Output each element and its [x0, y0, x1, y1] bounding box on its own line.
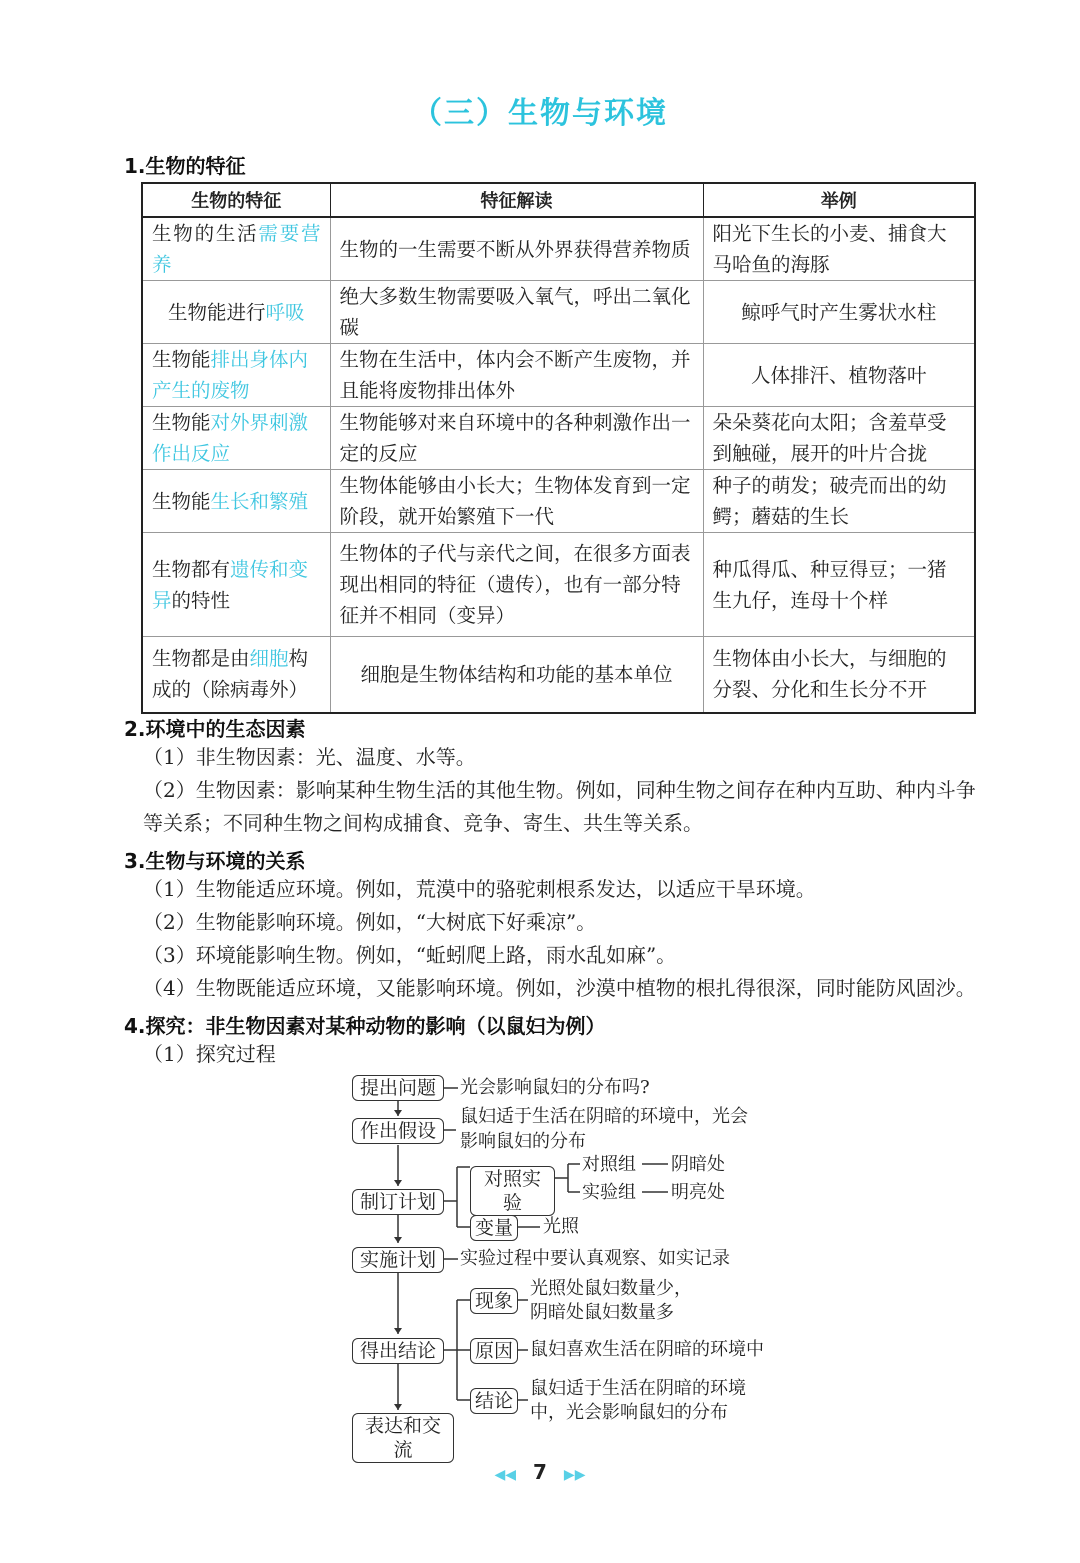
- example-cell: 阳光下生长的小麦、捕食大马哈鱼的海豚: [703, 217, 975, 281]
- example-cell: 朵朵葵花向太阳；含羞草受到触碰，展开的叶片合拢: [703, 407, 975, 470]
- step-hypothesis-text-1: 鼠妇适于生活在阴暗的环境中，光会: [460, 1106, 748, 1127]
- step-communicate: 表达和交流: [352, 1413, 454, 1463]
- explanation-cell: 生物体能够由小长大；生物体发育到一定阶段，就开始繁殖下一代: [330, 470, 703, 533]
- table-row: [142, 281, 975, 344]
- feature-text: 生物能: [152, 489, 211, 513]
- feature-highlight: 生长和繁殖: [210, 489, 309, 513]
- header-example: 举例: [703, 183, 975, 217]
- table-row: [142, 470, 975, 533]
- header-feature: 生物的特征: [142, 183, 330, 217]
- example-cell: 种瓜得瓜、种豆得豆；一猪生九仔，连母十个样: [703, 533, 975, 637]
- step-implement-text: 实验过程中要认真观察、如实记录: [460, 1248, 730, 1269]
- example-cell: 鲸呼气时产生雾状水柱: [703, 281, 975, 344]
- features-table: [141, 182, 976, 714]
- variable-box: 变量: [470, 1215, 518, 1241]
- explanation-cell: 生物的一生需要不断从外界获得营养物质: [330, 217, 703, 281]
- table-row: [142, 407, 975, 470]
- table-row: [142, 533, 975, 637]
- section-4-heading: 4.探究：非生物因素对某种动物的影响（以鼠妇为例）: [124, 1014, 606, 1038]
- table-row: [142, 637, 975, 713]
- explanation-cell: 生物体的子代与亲代之间，在很多方面表现出相同的特征（遗传），也有一部分特征并不相同（变异）: [330, 533, 703, 637]
- table-row: [142, 217, 975, 281]
- feature-text: 生物都有: [152, 557, 231, 581]
- conclusion-box: 结论: [470, 1388, 518, 1414]
- phenomenon-text-2: 阴暗处鼠妇数量多: [530, 1302, 674, 1323]
- phenomenon-text-1: 光照处鼠妇数量少，: [530, 1278, 692, 1299]
- feature-highlight: 呼吸: [265, 300, 305, 324]
- reason-text: 鼠妇喜欢生活在阴暗的环境中: [530, 1339, 764, 1360]
- feature-cell: [142, 407, 330, 470]
- feature-text: 生物都是由: [152, 647, 250, 671]
- control-experiment-box: 对照实验: [470, 1166, 555, 1216]
- section-2-heading: 2.环境中的生态因素: [124, 717, 306, 741]
- feature-text-after: 构成的（除病毒外）: [152, 647, 309, 702]
- section-3-item-1: （1）生物能适应环境。例如，荒漠中的骆驼刺根系发达，以适应干旱环境。: [143, 877, 816, 901]
- feature-text: 生物能进行: [167, 300, 266, 324]
- feature-highlight: 需要营养: [152, 222, 321, 276]
- explanation-cell: 生物在生活中，体内会不断产生废物，并且能将废物排出体外: [330, 344, 703, 407]
- page-title: （三）生物与环境: [412, 96, 668, 131]
- feature-cell: [142, 281, 330, 344]
- variable-text: 光照: [543, 1216, 579, 1237]
- experiment-group-label: 实验组: [582, 1182, 636, 1203]
- left-arrows-icon: ◀◀: [494, 1467, 517, 1483]
- step-conclude: 得出结论: [352, 1338, 444, 1364]
- section-2-item-2: （2）生物因素：影响某种生物生活的其他生物。例如，同种生物之间存在种内互助、种内斗争等关系；不同种生物之间构成捕食、竞争、寄生、共生等关系。: [143, 778, 976, 835]
- conclusion-text-2: 中，光会影响鼠妇的分布: [530, 1402, 728, 1423]
- feature-cell: [142, 344, 330, 407]
- section-4-subheading: （1）探究过程: [143, 1042, 276, 1066]
- table-row: [142, 344, 975, 407]
- experiment-group-place: 明亮处: [671, 1182, 725, 1203]
- section-2-item-1: （1）非生物因素：光、温度、水等。: [143, 745, 476, 769]
- feature-cell: [142, 470, 330, 533]
- step-plan: 制订计划: [352, 1189, 444, 1215]
- conclusion-text-1: 鼠妇适于生活在阴暗的环境: [530, 1378, 746, 1399]
- control-group-place: 阴暗处: [671, 1154, 725, 1175]
- feature-text: 生物能: [152, 411, 211, 434]
- example-cell: 种子的萌发；破壳而出的幼鳄；蘑菇的生长: [703, 470, 975, 533]
- phenomenon-box: 现象: [470, 1288, 518, 1314]
- page-number: [0, 1460, 1080, 1484]
- feature-cell: [142, 637, 330, 713]
- feature-highlight: 细胞: [249, 647, 289, 671]
- header-explanation: 特征解读: [330, 183, 703, 217]
- right-arrows-icon: ▶▶: [563, 1467, 586, 1483]
- explanation-cell: 绝大多数生物需要吸入氧气，呼出二氧化碳: [330, 281, 703, 344]
- step-hypothesis-text-2: 影响鼠妇的分布: [460, 1131, 586, 1152]
- feature-text-after: 的特性: [171, 588, 231, 612]
- feature-text: 生物能: [152, 348, 211, 371]
- explanation-cell: 生物能够对来自环境中的各种刺激作出一定的反应: [330, 407, 703, 470]
- feature-highlight: 遗传和变异: [152, 557, 309, 612]
- step-implement: 实施计划: [352, 1247, 444, 1273]
- feature-cell: [142, 533, 330, 637]
- explanation-cell: 细胞是生物体结构和功能的基本单位: [330, 637, 703, 713]
- section-3-heading: 3.生物与环境的关系: [124, 849, 306, 873]
- control-group-label: 对照组: [582, 1154, 636, 1175]
- step-ask-question: 提出问题: [352, 1075, 444, 1101]
- feature-cell: [142, 217, 330, 281]
- reason-box: 原因: [470, 1338, 518, 1364]
- feature-text: 生物的生活: [152, 222, 259, 245]
- table-header-row: [142, 183, 975, 217]
- example-cell: 人体排汗、植物落叶: [703, 344, 975, 407]
- section-1-heading: 1.生物的特征: [124, 154, 246, 178]
- step-ask-question-text: 光会影响鼠妇的分布吗?: [460, 1077, 650, 1098]
- example-cell: 生物体由小长大，与细胞的分裂、分化和生长分不开: [703, 637, 975, 713]
- section-3-item-2: （2）生物能影响环境。例如，“大树底下好乘凉”。: [143, 910, 597, 934]
- page-number-value: 7: [533, 1460, 547, 1484]
- section-3-item-4: （4）生物既能适应环境，又能影响环境。例如，沙漠中植物的根扎得很深，同时能防风固沙。: [143, 976, 976, 1000]
- section-3-item-3: （3）环境能影响生物。例如，“蚯蚓爬上路，雨水乱如麻”。: [143, 943, 677, 967]
- step-hypothesis: 作出假设: [352, 1118, 444, 1144]
- feature-highlight: 排出身体内产生的废物: [152, 348, 309, 402]
- feature-highlight: 对外界刺激作出反应: [152, 411, 309, 465]
